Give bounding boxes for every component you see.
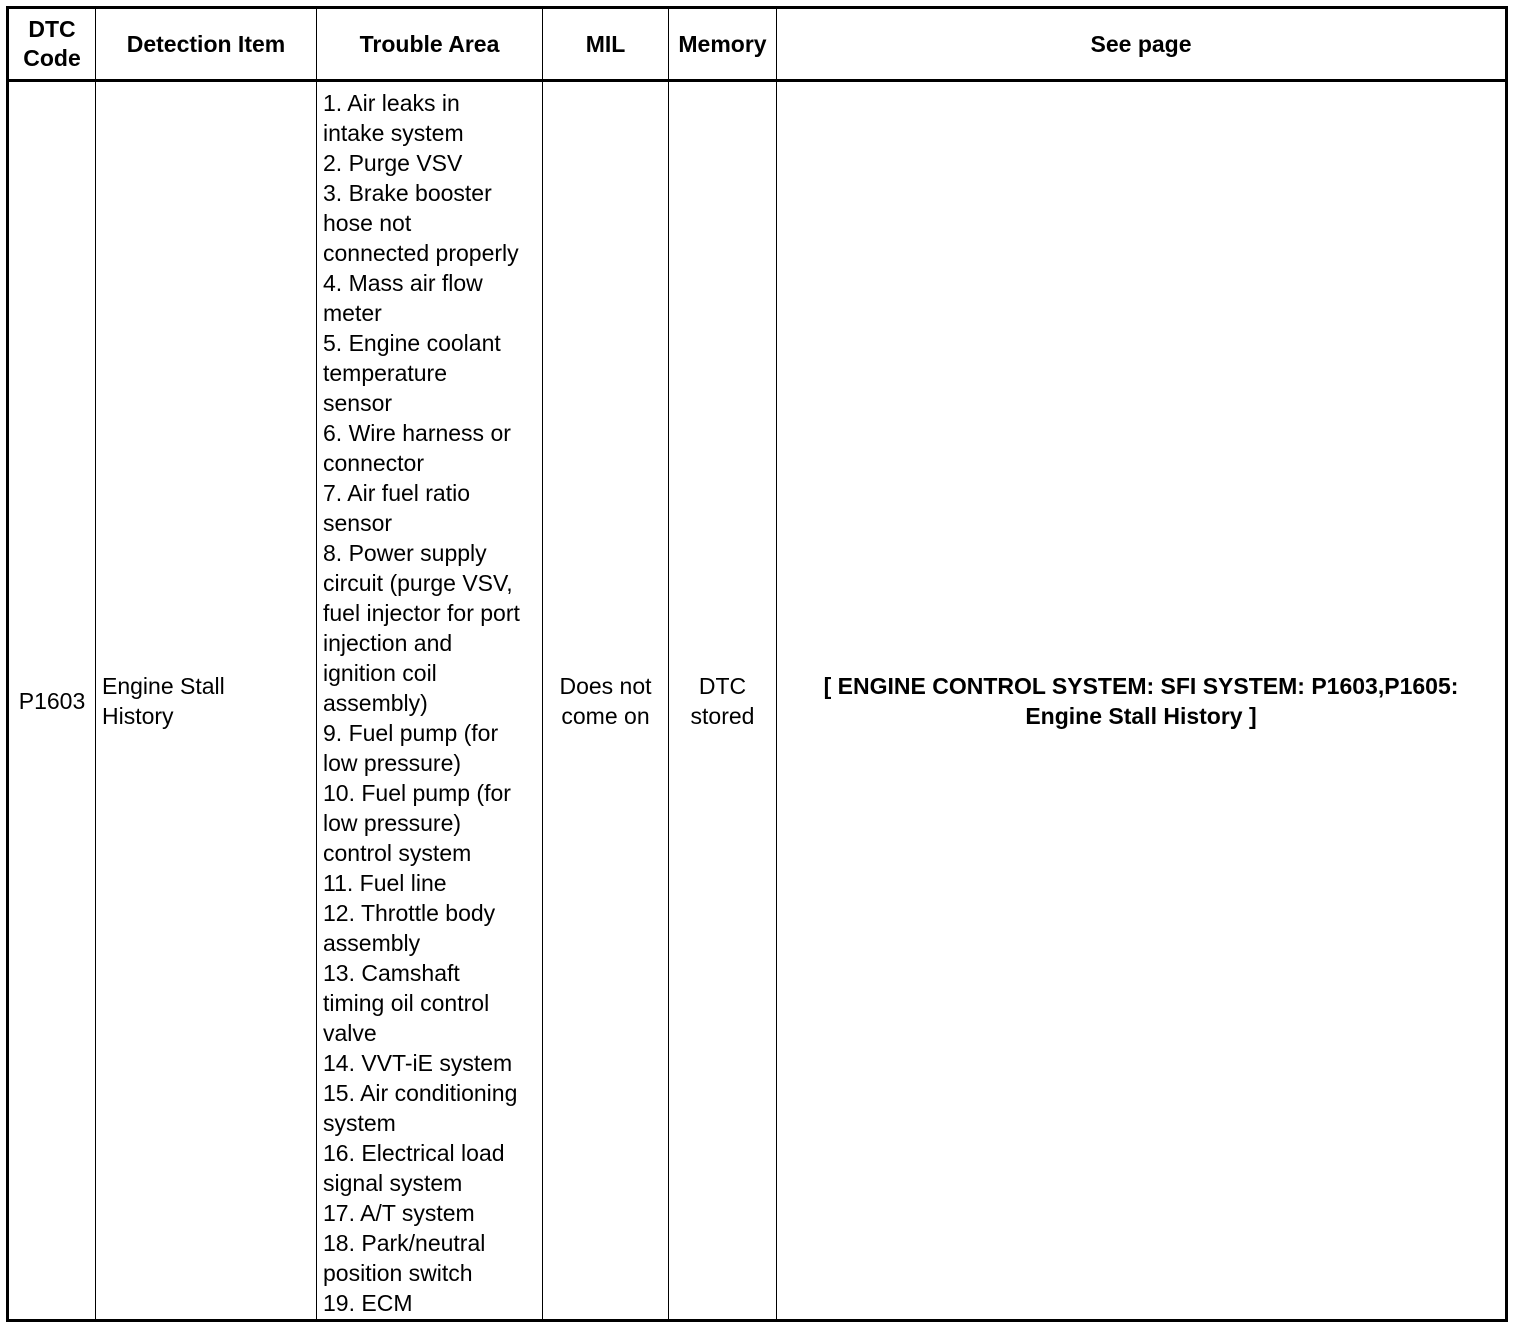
trouble-area-line: 5. Engine coolant (323, 330, 501, 356)
trouble-area-line: 8. Power supply (323, 540, 487, 566)
trouble-area-line: 16. Electrical load (323, 1140, 505, 1166)
see-page-link[interactable] (777, 81, 1507, 1321)
trouble-area-line: system (323, 1110, 396, 1136)
mil-line1: Does not (559, 672, 652, 699)
trouble-area-line: circuit (purge VSV, (323, 570, 513, 596)
trouble-area-line: low pressure) (323, 750, 462, 776)
dtc-table (6, 6, 1508, 1322)
trouble-area-line: ignition coil (323, 660, 437, 686)
detection-item-line1: Engine Stall (102, 672, 225, 699)
trouble-area-line: assembly) (323, 690, 428, 716)
header-memory: Memory (669, 8, 777, 81)
trouble-area-line: control system (323, 840, 472, 866)
trouble-area-line: sensor (323, 390, 393, 416)
trouble-area-line: 13. Camshaft (323, 960, 460, 986)
trouble-area-line: hose not (323, 210, 412, 236)
trouble-area-line: sensor (323, 510, 393, 536)
trouble-area-line: temperature (323, 360, 448, 386)
mil-cell (543, 81, 669, 1321)
trouble-area-line: injection and (323, 630, 453, 656)
see-page-line1: [ ENGINE CONTROL SYSTEM: SFI SYSTEM: P1603,P1605: (823, 672, 1459, 699)
trouble-area-line: connector (323, 450, 425, 476)
trouble-area-cell (317, 81, 543, 1321)
trouble-area-line: valve (323, 1020, 377, 1046)
trouble-area-line: assembly (323, 930, 421, 956)
trouble-area-line: 6. Wire harness or (323, 420, 511, 446)
trouble-area-line: 4. Mass air flow (323, 270, 483, 296)
memory-line2: stored (690, 702, 755, 729)
trouble-area-line: 19. ECM (323, 1290, 413, 1316)
trouble-area-line: 12. Throttle body (323, 900, 496, 926)
trouble-area-line: 10. Fuel pump (for (323, 780, 511, 806)
trouble-area-line: 15. Air conditioning (323, 1080, 518, 1106)
trouble-area-line: 9. Fuel pump (for (323, 720, 499, 746)
trouble-area-line: 1. Air leaks in (323, 90, 460, 116)
trouble-area-line: intake system (323, 120, 464, 146)
trouble-area-line: 18. Park/neutral (323, 1230, 486, 1256)
trouble-area-line: signal system (323, 1170, 463, 1196)
header-dtc-code-line2: Code (23, 45, 81, 71)
trouble-area-line: timing oil control (323, 990, 490, 1016)
trouble-area-line: fuel injector for port (323, 600, 520, 626)
trouble-area-line: 11. Fuel line (323, 870, 447, 896)
memory-cell (669, 81, 777, 1321)
trouble-area-line: 17. A/T system (323, 1200, 475, 1226)
header-mil: MIL (543, 8, 669, 81)
trouble-area-line: position switch (323, 1260, 473, 1286)
header-trouble-area: Trouble Area (317, 8, 543, 81)
header-dtc-code (8, 8, 96, 81)
header-see-page: See page (777, 8, 1507, 81)
trouble-area-line: meter (323, 300, 382, 326)
detection-item-cell (96, 81, 317, 1321)
trouble-area-line: 2. Purge VSV (323, 150, 463, 176)
detection-item-line2: History (102, 702, 174, 729)
dtc-code-cell: P1603 (8, 81, 96, 1321)
header-dtc-code-line1: DTC (28, 16, 76, 42)
trouble-area-line: 7. Air fuel ratio (323, 480, 471, 506)
trouble-area-line: 14. VVT-iE system (323, 1050, 513, 1076)
trouble-area-line: connected properly (323, 240, 519, 266)
header-row (8, 8, 1507, 81)
trouble-area-line: 3. Brake booster (323, 180, 492, 206)
header-detection-item: Detection Item (96, 8, 317, 81)
mil-line2: come on (561, 702, 650, 729)
trouble-area-line: low pressure) (323, 810, 462, 836)
table-row (8, 81, 1507, 1321)
see-page-line2: Engine Stall History ] (1025, 702, 1257, 729)
memory-line1: DTC (698, 672, 747, 699)
